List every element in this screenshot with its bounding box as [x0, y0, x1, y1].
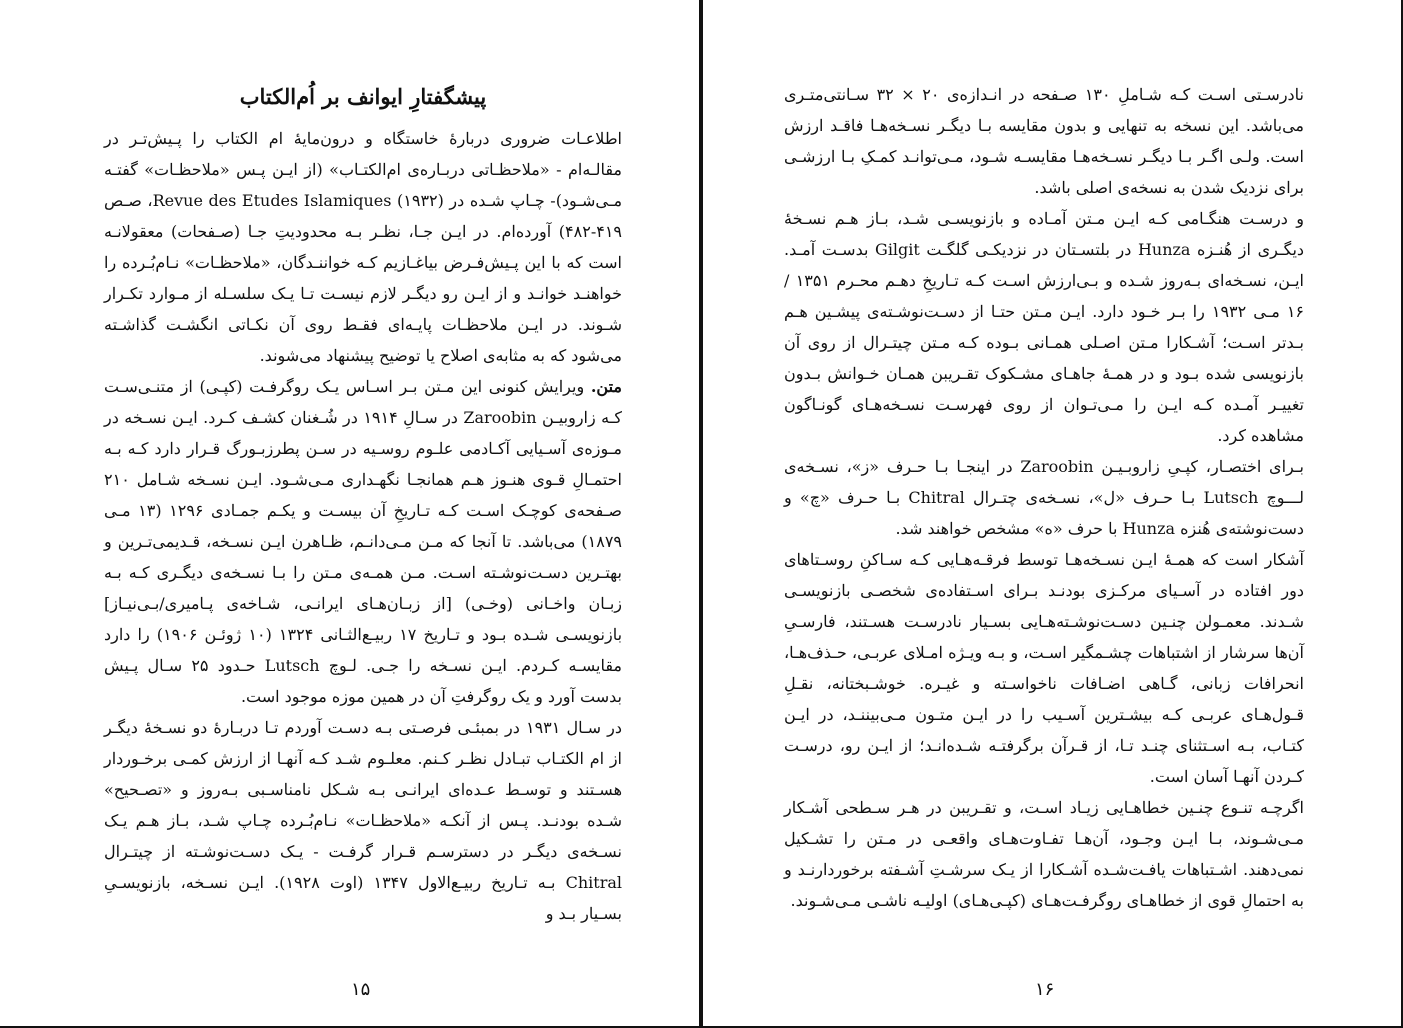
- page-title: پیشگفتارِ ایوانف بر اُم‌الکتاب: [239, 84, 487, 109]
- right-paragraph-2: و درسـت هنگـامی کـه ایـن مـتن آمـاده و بازنویسـی شـد، بـاز هـم نسـخهٔ دیگـری از هُنـزه Hunza در بلتسـتان در نزدیکـی گلگـت Gilgit بدسـت آمـد. ایـن، نسـخه‌ای بـه‌روز شـده و بـی‌ارزش اسـت کـه تـاریخِ دهـم محـرم ۱۳۵۱ / ۱۶ مـی ۱۹۳۲ را بـر خـود دارد. ایـن مـتن حتـا از دسـت‌نوشـته‌ی پیشـین هـم بـدتر اسـت؛ آشـکارا مـتن اصـلی همـانی بـوده کـه مـتن چیتـرال از روی آن بازنویسی شده بـود و در همـهٔ جاهـای مشـکوک تقـریبن همـان خـوانش بـدون تغییـر آمـده کـه ایـن را مـی‌تـوان از روی فهرسـت نسـخه‌هـای گونـاگون مشاهده کرد.: [784, 209, 1305, 445]
- paragraph-lead: متن.: [590, 377, 622, 396]
- page-number-right: ۱۶: [1035, 979, 1055, 1000]
- right-paragraph-3: بـرای اختصـار، کپـیِ زاروبـیـن Zaroobin در اینجـا بـا حـرف «ز»، نسـخه‌ی لـــوچ Lutsch بـا حـرف «ل»، نسـخه‌ی چتـرال Chitral بـا حـرف «چ» و دست‌نوشته‌ی هُنزه Hunza با حرف «ه» مشخص خواهند شد.: [784, 457, 1304, 538]
- right-page-body: [784, 79, 1304, 916]
- left-paragraph-1: اطلاعـات ضروری دربارهٔ خاستگاه و درون‌مایهٔ ام الکتاب را پـیش‌تـر در مقالـه‌ام - «ملاحظـاتی دربـاره‌ی ام‌الکتـاب» (از ایـن پـس «ملاحظـات» گفتـه مـی‌شـود)- چـاپ شـده در Revue des Etudes Islamiques (۱۹۳۲)، صـص ۴۱۹-۴۸۲) آورده‌ام. در ایـن جـا، نظـر بـه محدودیتِ جـا (صـفحات) معقولانـه است که با این پـیش‌فـرض بیاغـازیم کـه خواننـدگان، «ملاحظـات» نـام‌بُـرده را خواهنـد خوانـد و از ایـن رو دیگـر لازم نیسـت تـا یـک سلسـله از مـوارد تکـرار شـوند. در ایـن ملاحظـات پایـه‌ای فقـط روی آن نکـاتی انگشـت گذاشـته می‌شود که به مثابه‌ی اصلاح یا توضیح پیشنهاد می‌شوند.: [104, 129, 623, 365]
- right-page: [704, 0, 1403, 1028]
- left-paragraph-2-text: ویرایش کنونی این مـتن بـر اسـاس یـک روگرفـت (کپـی) از متنـی‌سـت کـه زاروبیـن Zaroobin در سـالِ ۱۹۱۴ در شُـغنان کشـف کـرد. ایـن نسـخه در مـوزه‌ی آسـیایی آکـادمی علـوم روسـیه در سـن پطرزبـورگ قـرار دارد کـه بـه احتمـالِ قـوی هنـوز هـم همانجـا نگهـداری مـی‌شـود. ایـن نسـخه شـامل ۲۱۰ صـفحه‌ی کوچـک اسـت کـه تـاریخِ آن بیسـت و یکـم جمـادی ۱۲۹۶ (۱۳ مـی ۱۸۷۹) می‌باشد. تا آنجا که مـن مـی‌دانـم، ظـاهرن ایـن نسـخه، قـدیمی‌تـرین و بهتـرین دسـت‌نوشـته اسـت. مـن همـه‌ی مـتن را بـا نسـخه‌ی دیگـری کـه بـه زبـان واخـانی (وخـی) [از زبـان‌هـای ایرانـی، شـاخه‌ی پـامیری/بـی‌نیـاز] بازنویسـی شـده بـود و تـاریخ ۱۷ ربیـع‌الثـانی ۱۳۲۴ (۱۰ ژوئـن ۱۹۰۶) را دارد مقایسـه کـردم. ایـن نسـخه را جـی. لـوچ Lutsch حـدود ۲۵ سـال پـیش بدست آورد و یک روگرفتِ آن در همین موزه موجود است.: [104, 377, 623, 706]
- right-paragraph-4: آشکار است که همـهٔ ایـن نسـخه‌هـا توسط فرقـه‌هـایی کـه سـاکنِ روسـتاهای دور افتاده در آسـیای مرکـزی بودنـد بـرای اسـتفاده‌ی شخصـی بازنویسـی شـدند. معمـولن چنـین دسـت‌نوشـته‌هـایی بسـیار نادرسـت هسـتند، فارسـیِ آن‌ها سرشار از اشتباهات چشـمگیر اسـت، و بـه ویـژه امـلای عربـی، حـذف‌هـا، انحرافات زبانی، گـاهی اضـافات ناخواسـته و غیـره. خوشـبختانه، نقـلِ قـول‌هـای عربـی کـه بیشـترین آسـیب را در ایـن متـون مـی‌بیننـد، در ایـن کتـاب، بـه اسـتثنای چنـد تـا، از قـرآن برگرفتـه شـده‌انـد؛ از ایـن رو، درسـت کـردن آنهـا آسان است.: [784, 550, 1305, 786]
- left-paragraph-2: [104, 371, 622, 712]
- right-paragraph-5: اگرچـه تنـوع چنـین خطاهـایی زیـاد اسـت، و تقـریبن در هـر سـطحی آشـکار مـی‌شـوند، بـا ایـن وجـود، آن‌هـا تفـاوت‌هـای واقعـی در مـتن را تشـکیل نمی‌دهند. اشـتباهات یافـت‌شـده آشـکارا از یـک سرشـتِ آشـفته برخوردارنـد و به احتمالِ قوی از خطاهـای روگرفـت‌هـای (کپـی‌هـای) اولیـه ناشـی مـی‌شـوند.: [784, 798, 1304, 910]
- left-page-body: [104, 123, 622, 929]
- left-page: [0, 0, 701, 1028]
- page-number-left: ۱۵: [351, 979, 371, 1000]
- book-spine-divider: [699, 0, 703, 1028]
- right-paragraph-1: نادرسـتی اسـت کـه شـاملِ ۱۳۰ صـفحه در انـدازه‌ی ۲۰ × ۳۲ سـانتی‌متـری می‌باشد. این نسخه به تنهایی و بدون مقایسه بـا دیگـر نسـخه‌هـا فاقـد ارزش است. ولـی اگـر بـا دیگـر نسـخه‌هـا مقایسـه شـود، مـی‌توانـد کمـکِ بـا ارزشـی برای نزدیک شدن به نسخه‌ی اصلی باشد.: [784, 85, 1305, 197]
- left-paragraph-3: در سـال ۱۹۳۱ در بمبئـی فرصـتی بـه دسـت آوردم تـا دربـارهٔ دو نسـخهٔ دیگـر از ام الکتـاب تبـادل نظـر کـنم. معلـوم شـد کـه آنهـا از ارزش کمـی برخـوردار هسـتند و توسـط عـده‌ای ایرانـی بـه شـکل نامناسـبی بـه‌روز و «تصـحیح» شـده بودنـد. پـس از آنکـه «ملاحظـات» نـام‌بُـرده چـاپ شـد، بـاز هـم یـک نسـخه‌ی دیگـر در دسترسـم قـرار گرفـت - یـک دسـت‌نوشـته از چیتـرال Chitral بـه تـاریخ ربیـع‌الاول ۱۳۴۷ (اوت ۱۹۲۸). ایـن نسـخه، بازنویسـیِ بسـیار بـد و: [104, 718, 623, 923]
